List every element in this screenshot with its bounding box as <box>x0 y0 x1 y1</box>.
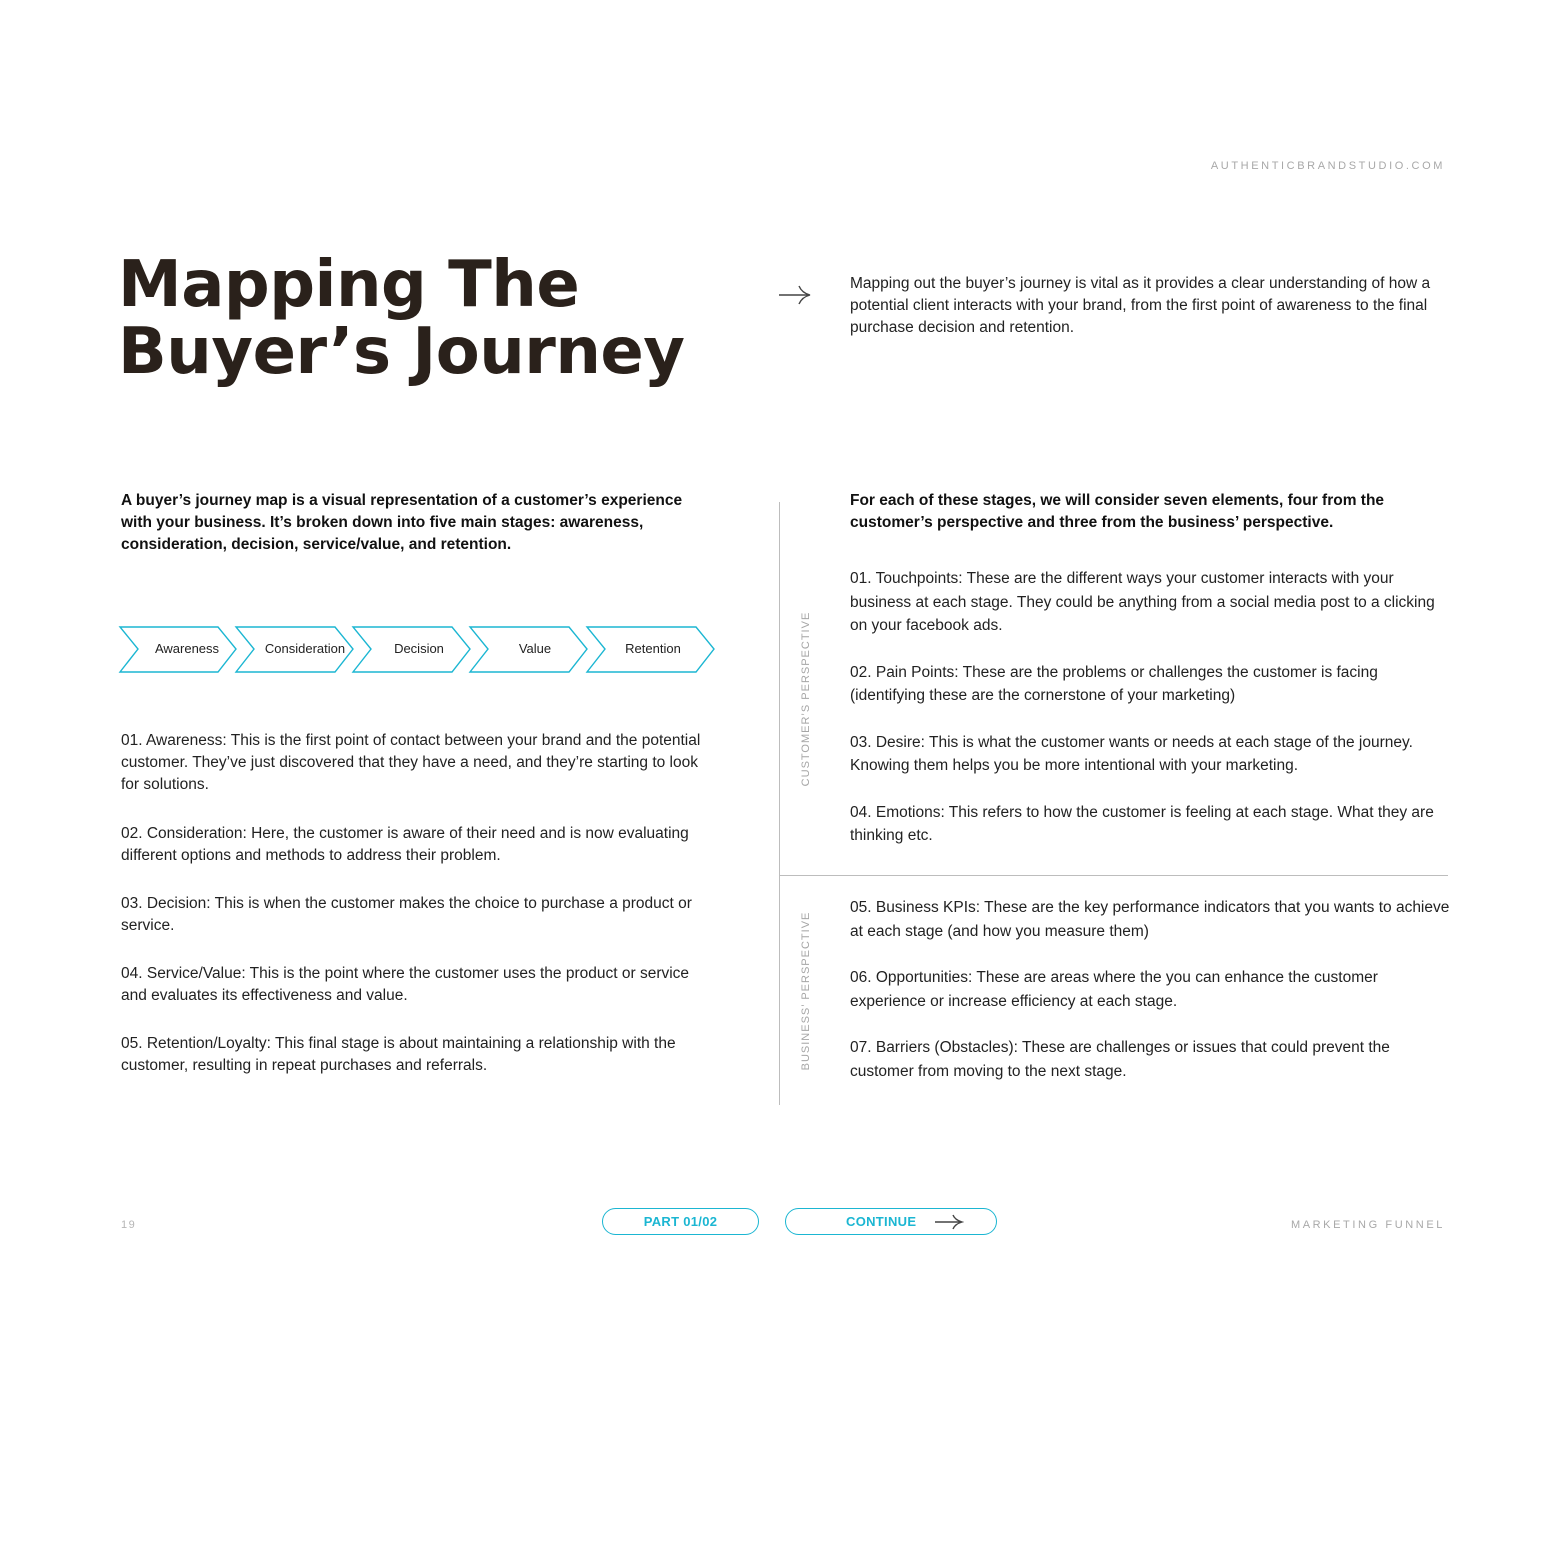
vertical-divider <box>779 502 780 1105</box>
element-opportunities: 06. Opportunities: These are areas where the you can enhance the customer experience or increase efficiency at each stage. <box>850 969 1378 1010</box>
page-title <box>118 248 738 389</box>
part-button[interactable] <box>602 1208 759 1235</box>
page-number: 19 <box>121 1219 137 1231</box>
stage-label-value: Value <box>518 641 552 656</box>
page-title-line-2: Buyer’s Journey <box>118 315 685 389</box>
element-touchpoints: 01. Touchpoints: These are the different ways your customer interacts with your business at each stage. They could be anything from a social media post to a clicking on your facebook ads. <box>850 570 1435 634</box>
element-emotions: 04. Emotions: This refers to how the customer is feeling at each stage. What they are thinking etc. <box>850 803 1434 844</box>
element-desire: 03. Desire: This is what the customer wants or needs at each stage of the journey. Knowing them helps you be more intentional with your marketing. <box>850 733 1413 774</box>
arrow-right-icon <box>934 1213 964 1231</box>
stage-description-retention: 05. Retention/Loyalty: This final stage is about maintaining a relationship with the customer, resulting in repeat purchases and referrals. <box>121 1035 676 1074</box>
elements-lead: For each of these stages, we will consider seven elements, four from the customer’s perspective and three from the business’ perspective. <box>850 492 1385 531</box>
stage-label-consideration: Consideration <box>264 641 346 656</box>
arrow-right-icon <box>777 283 813 307</box>
site-url: AUTHENTICBRANDSTUDIO.COM <box>1210 160 1445 172</box>
stage-label-awareness: Awareness <box>154 641 220 656</box>
intro-text: Mapping out the buyer’s journey is vital as it provides a clear understanding of how a potential client interacts with your brand, from the first point of awareness to the final purchase decision and retention. <box>850 275 1431 336</box>
stage-chevron-consideration <box>236 627 353 672</box>
element-barriers: 07. Barriers (Obstacles): These are challenges or issues that could prevent the customer from moving to the next stage. <box>850 1039 1390 1080</box>
stage-chevron-value <box>470 627 587 672</box>
stage-description-awareness: 01. Awareness: This is the first point of contact between your brand and the potential customer. They’ve just discovered that they have a need, and they’re starting to look for solutions. <box>121 732 701 793</box>
journey-map-lead: A buyer’s journey map is a visual representation of a customer’s experience with your business. It’s broken down into five main stages: awareness, consideration, decision, service/value, and retention. <box>121 492 683 553</box>
continue-button[interactable] <box>785 1208 997 1235</box>
stage-descriptions <box>121 730 716 1104</box>
customer-elements <box>850 567 1450 871</box>
stage-label-retention: Retention <box>625 641 681 656</box>
stage-label-decision: Decision <box>394 641 444 656</box>
stage-chevrons <box>118 625 718 675</box>
element-pain-points: 02. Pain Points: These are the problems or challenges the customer is facing (identifying these are the cornerstone of your marketing) <box>850 663 1378 704</box>
page-title-line-1: Mapping The <box>118 248 580 322</box>
stage-chevron-awareness <box>120 627 236 672</box>
stage-description-decision: 03. Decision: This is when the customer makes the choice to purchase a product or service. <box>121 895 692 934</box>
element-business-kpis: 05. Business KPIs: These are the key performance indicators that you wants to achieve at each stage (and how you measure them) <box>850 899 1450 940</box>
business-perspective-label: BUSINESS’ PERSPECTIVE <box>800 911 812 1071</box>
stage-chevron-decision <box>353 627 470 672</box>
part-label: PART 01/02 <box>643 1214 718 1229</box>
business-elements <box>850 896 1450 1106</box>
section-label: MARKETING FUNNEL <box>1290 1219 1445 1231</box>
stage-description-consideration: 02. Consideration: Here, the customer is aware of their need and is now evaluating different options and methods to address their problem. <box>121 825 689 864</box>
stage-chevron-retention <box>587 627 714 672</box>
horizontal-divider <box>780 875 1448 876</box>
continue-label: CONTINUE <box>846 1214 917 1229</box>
customer-perspective-label: CUSTOMER’S PERSPECTIVE <box>800 611 812 787</box>
stage-description-value: 04. Service/Value: This is the point where the customer uses the product or service and evaluates its effectiveness and value. <box>121 965 690 1004</box>
